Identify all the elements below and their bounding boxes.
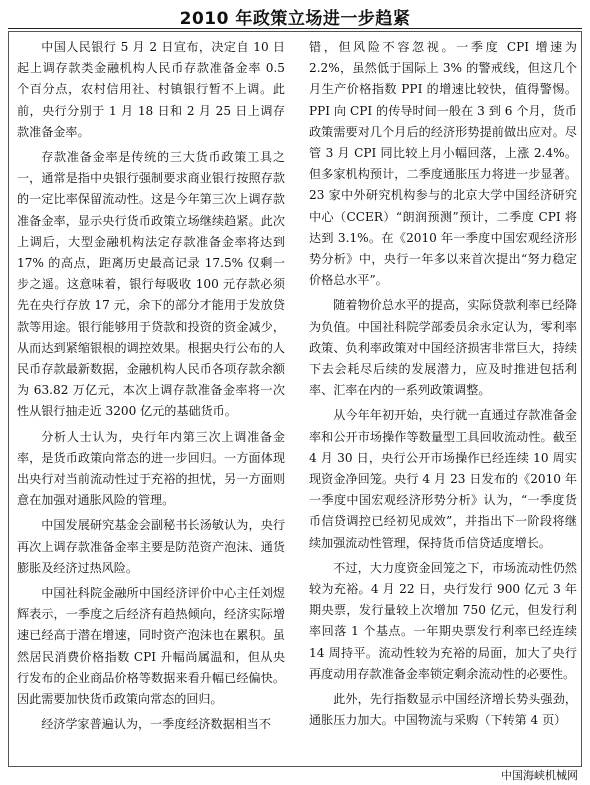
title-divider [8,28,582,29]
source-credit: 中国海峡机械网 [501,769,578,782]
paragraph-continued: 错，但风险不容忽视。一季度 CPI 增速为 2.2%，虽然低于国际上 3% 的警戒线，但这几个月生产价格指数 PPI 的增速比较快，值得警惕。PPI 向 CPI 的传导时间一般在 3 到 6 个月，货币政策需要对几个月后的经济形势提前做出应对。尽管 3 月 CPI 同比较上月小幅回落，上涨 2.4%。但多家机构预计，二季度通胀压力将进一步显著。23 家中外研究机构参与的北京大学中国经济研究中心（CCER）“朗润预测”预计，二季度 CPI 将达到 3.1%。在《2010 年一季度中国宏观经济形势分析》中，央行一年多以来首次提出“努力稳定价格总水平”。 [309,40,577,288]
paragraph: 中国发展研究基金会副秘书长汤敏认为，央行再次上调存款准备金率主要是防范资产泡沫、通货膨胀及经济过热风险。 [17,518,285,575]
paragraph: 此外，先行指数显示中国经济增长势头强劲，通胀压力加大。中国物流与采购（下转第 4 页） [309,692,577,728]
paragraph: 经济学家普遍认为，一季度经济数据相当不 [41,717,271,732]
left-column [17,37,285,763]
article-title: 2010 年政策立场进一步趋紧 [179,9,411,29]
paragraph: 随着物价总水平的提高，实际贷款利率已经降为负值。中国社科院学部委员余永定认为，零利率政策、负利率政策对中国经济损害非常巨大，持续下去会耗尽后续的发展潜力，应及时推进包括利率、汇率在内的一系列政策调整。 [309,298,577,398]
paragraph: 中国社科院金融所中国经济评价中心主任刘煜辉表示，一季度之后经济有趋热倾向，经济实际增速已经高于潜在增速，同时资产泡沫也在累积。虽然居民消费价格指数 CPI 升幅尚属温和，但从央行发布的企业商品价格等数据来看升幅已经偏快。因此需要加快货币政策向常态的回归。 [17,586,285,707]
paragraph: 分析人士认为，央行年内第三次上调准备金率，是货币政策向常态的进一步回归。一方面体现出央行对当前流动性过于充裕的担忧，另一方面则意在加强对通胀风险的管理。 [17,429,285,508]
paragraph: 不过，大力度资金回笼之下，市场流动性仍然较为充裕。4 月 22 日，央行发行 900 亿元 3 年期央票，发行量较上次增加 750 亿元，但发行利率回落 1 个基点。一年期央票发行利率已经连续 14 周持平。流动性较为充裕的局面，加大了央行再度动用存款准备金率锁定剩余流动性的必要性。 [309,560,577,681]
paragraph: 从今年年初开始，央行就一直通过存款准备金率和公开市场操作等数量型工具回收流动性。截至 4 月 30 日，央行公开市场操作已经连续 10 周实现资金净回笼。央行 4 月 23 日发布的《2010 年一季度中国宏观经济形势分析》认为，“一季度货币信贷调控已经初见成效”，并指出下一阶段将继续加强流动性管理，保持货币信贷适度增长。 [309,408,577,550]
paragraph: 中国人民银行 5 月 2 日宣布，决定自 10 日起上调存款类金融机构人民币存款准备金率 0.5 个百分点，农村信用社、村镇银行暂不上调。此前，央行分别于 1 月 18 日和 2 月 25 日上调存款准备金率。 [17,40,285,139]
paragraph: 存款准备金率是传统的三大货币政策工具之一，通常是指中央银行强制要求商业银行按照存款的一定比率保留流动性。这是今年第三次上调存款准备金率，显示央行货币政策立场继续趋紧。此次上调后，大型金融机构法定存款准备金率将达到 17% 的高点，距离历史最高记录 17.5% 仅剩一步之遥。这意味着，银行每吸收 100 元存款必须先在央行存放 17 元，余下的部分才能用于发放贷款等用途。银行能够用于贷款和投资的资金减少，从而达到紧缩银根的调控效果。根据央行公布的人民币存款最新数据，金融机构人民币各项存款余额为 63.82 万亿元，本次上调存款准备金率将一次性从银行抽走近 3200 亿元的基础货币。 [17,150,285,419]
right-column [309,37,577,763]
